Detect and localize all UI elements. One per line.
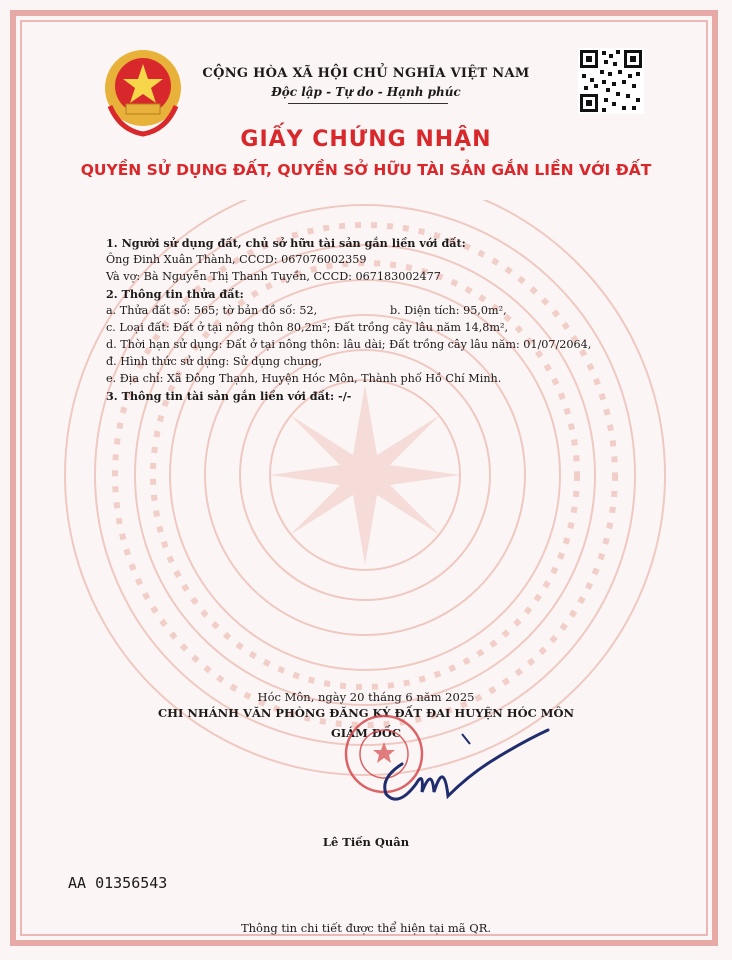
certificate-title: GIẤY CHỨNG NHẬN	[240, 127, 492, 152]
land-type-line: c. Loại đất: Đất ở tại nông thôn 80,2m²; Đất trồng cây lâu năm 14,8m²,	[106, 321, 509, 334]
section2-heading: 2. Thông tin thửa đất:	[106, 287, 244, 301]
handwritten-signature-icon	[372, 726, 552, 810]
nation-motto: Độc lập - Tự do - Hạnh phúc	[271, 85, 461, 99]
signer-name: Lê Tiến Quân	[322, 835, 410, 849]
usage-form-line: đ. Hình thức sử dụng: Sử dụng chung,	[106, 355, 323, 368]
usage-term-line: d. Thời hạn sử dụng: Đất ở tại nông thôn: lâu dài; Đất trồng cây lâu năm: 01/07/2064,	[106, 338, 592, 351]
qr-note: Thông tin chi tiết được thể hiện tại mã QR.	[240, 921, 492, 935]
owner-line: Ông Đinh Xuân Thành, CCCD: 067076002359	[106, 253, 367, 266]
motto-underline	[288, 103, 448, 104]
qr-code-icon	[578, 48, 644, 114]
signing-place-date: Hóc Môn, ngày 20 tháng 6 năm 2025	[257, 690, 475, 704]
section3-heading: 3. Thông tin tài sản gắn liền với đất: -/-	[106, 389, 352, 403]
spouse-line: Và vợ: Bà Nguyễn Thị Thanh Tuyền, CCCD: 067183002477	[106, 270, 441, 283]
address-line: e. Địa chỉ: Xã Đông Thạnh, Huyện Hóc Môn, Thành phố Hồ Chí Minh.	[106, 372, 502, 385]
parcel-number-line: a. Thửa đất số: 565; tờ bản đồ số: 52,	[106, 304, 318, 317]
section1-heading: 1. Người sử dụng đất, chủ sở hữu tài sản gắn liền với đất:	[106, 236, 466, 250]
certificate-subtitle: QUYỀN SỬ DỤNG ĐẤT, QUYỀN SỞ HỮU TÀI SẢN GẮN LIỀN VỚI ĐẤT	[80, 161, 652, 179]
parcel-area-line: b. Diện tích: 95,0m²,	[390, 304, 507, 317]
serial-number: AA 01356543	[68, 874, 168, 892]
signing-office: CHI NHÁNH VĂN PHÒNG ĐĂNG KÝ ĐẤT ĐAI HUYỆN HÓC MÔN	[157, 706, 575, 720]
signer-role: GIÁM ĐỐC	[330, 726, 402, 740]
nation-name: CỘNG HÒA XÃ HỘI CHỦ NGHĨA VIỆT NAM	[202, 66, 530, 81]
